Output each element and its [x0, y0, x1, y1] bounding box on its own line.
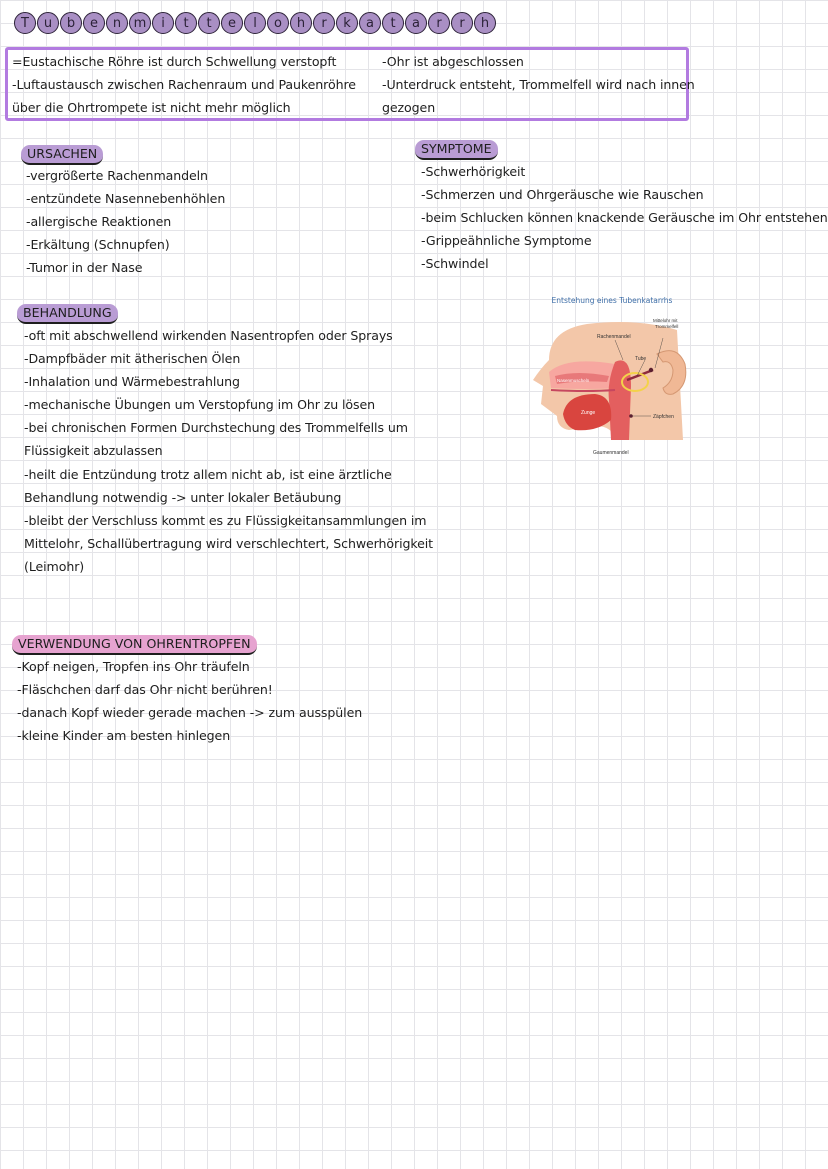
label-rachenmandel: Rachenmandel: [597, 334, 631, 340]
title-letter: t: [198, 12, 220, 34]
title-letter: o: [267, 12, 289, 34]
label-tube: Tube: [635, 356, 647, 362]
verwendung-heading: VERWENDUNG VON OHRENTROPFEN: [12, 635, 257, 655]
title-letter: r: [451, 12, 473, 34]
definition-line: -Ohr ist abgeschlossen: [382, 54, 524, 69]
list-item: -vergrößerte Rachenmandeln: [26, 168, 208, 183]
figure-title: Entstehung eines Tubenkatarrhs: [551, 296, 673, 305]
title-letter: a: [359, 12, 381, 34]
list-item: -allergische Reaktionen: [26, 214, 172, 230]
title-letter: r: [428, 12, 450, 34]
title-letter: u: [37, 12, 59, 34]
symptome-list: [421, 160, 828, 275]
title-letter: e: [83, 12, 105, 34]
list-item: -Grippeähnliche Symptome: [421, 233, 592, 249]
list-item: -entzündete Nasennebenhöhlen: [26, 191, 226, 207]
title-letter: b: [60, 12, 82, 34]
behandlung-list: [24, 324, 433, 578]
palate: [551, 390, 615, 391]
behandlung-heading: BEHANDLUNG: [17, 304, 118, 324]
ursachen-list: [26, 164, 225, 279]
title-letter: e: [221, 12, 243, 34]
verwendung-heading-wrap: [12, 633, 257, 655]
behandlung-heading-wrap: [17, 302, 118, 324]
title-letter: a: [405, 12, 427, 34]
list-item: -danach Kopf wieder gerade machen -> zum ausspülen: [17, 705, 363, 721]
page-title: [14, 12, 496, 34]
definition-line: über die Ohrtrompete ist nicht mehr möglich: [12, 100, 291, 115]
title-letter: m: [129, 12, 151, 34]
list-item: Behandlung notwendig -> unter lokaler Betäubung: [24, 489, 342, 505]
list-item: -Dampfbäder mit ätherischen Ölen: [24, 351, 241, 367]
ear-nose-illustration: [527, 290, 697, 460]
title-letter: i: [152, 12, 174, 34]
title-letter: k: [336, 12, 358, 34]
title-letter: h: [290, 12, 312, 34]
title-letter: T: [14, 12, 36, 34]
definition-right: [382, 50, 695, 119]
definition-left: [12, 50, 356, 119]
list-item: Mittelohr, Schallübertragung wird verschlechtert, Schwerhörigkeit: [24, 535, 434, 551]
definition-line: =Eustachische Röhre ist durch Schwellung verstopft: [12, 54, 337, 69]
definition-line: -Unterdruck entsteht, Trommelfell wird nach innen: [382, 77, 695, 92]
ursachen-heading: URSACHEN: [21, 145, 103, 165]
pharynx: [609, 360, 631, 440]
label-zunge: Zunge: [581, 410, 596, 416]
list-item: -bleibt der Verschluss kommt es zu Flüssigkeitansammlungen im: [24, 512, 427, 528]
list-item: -Kopf neigen, Tropfen ins Ohr träufeln: [17, 659, 250, 674]
list-item: Flüssigkeit abzulassen: [24, 443, 163, 459]
list-item: -Fläschchen darf das Ohr nicht berühren!: [17, 682, 273, 698]
list-item: -Tumor in der Nase: [26, 260, 143, 276]
list-item: -beim Schlucken können knackende Geräusche im Ohr entstehen: [421, 210, 828, 226]
title-letter: n: [106, 12, 128, 34]
list-item: -heilt die Entzündung trotz allem nicht ab, ist eine ärztliche: [24, 466, 392, 482]
list-item: -kleine Kinder am besten hinlegen: [17, 728, 231, 744]
label-mittelohr: Mittelohr mit: [653, 318, 678, 323]
list-item: -mechanische Übungen um Verstopfung im Ohr zu lösen: [24, 397, 376, 413]
list-item: -Schmerzen und Ohrgeräusche wie Rauschen: [421, 187, 704, 203]
list-item: -Schwerhörigkeit: [421, 164, 526, 179]
label-nasenmuschel: Nasenmuscheln: [557, 378, 590, 383]
list-item: -bei chronischen Formen Durchstechung des Trommelfells um: [24, 420, 408, 436]
title-letter: t: [382, 12, 404, 34]
list-item: -Erkältung (Schnupfen): [26, 237, 170, 253]
list-item: -Inhalation und Wärmebestrahlung: [24, 374, 240, 390]
ursachen-heading-wrap: [21, 143, 103, 165]
symptome-heading: SYMPTOME: [415, 140, 498, 160]
label-trommelfell: Trommelfell: [655, 324, 679, 329]
list-item: -oft mit abschwellend wirkenden Nasentropfen oder Sprays: [24, 328, 393, 343]
verwendung-list: [17, 655, 362, 747]
label-zaepfchen: Zäpfchen: [653, 414, 674, 420]
label-gaumenmandel: Gaumenmandel: [593, 450, 629, 456]
definition-line: gezogen: [382, 100, 436, 115]
definition-line: -Luftaustausch zwischen Rachenraum und Paukenröhre: [12, 77, 356, 92]
symptome-heading-wrap: [415, 138, 498, 160]
list-item: -Schwindel: [421, 256, 489, 272]
title-letter: t: [175, 12, 197, 34]
title-letter: h: [474, 12, 496, 34]
title-letter: l: [244, 12, 266, 34]
list-item: (Leimohr): [24, 558, 85, 574]
title-letter: r: [313, 12, 335, 34]
